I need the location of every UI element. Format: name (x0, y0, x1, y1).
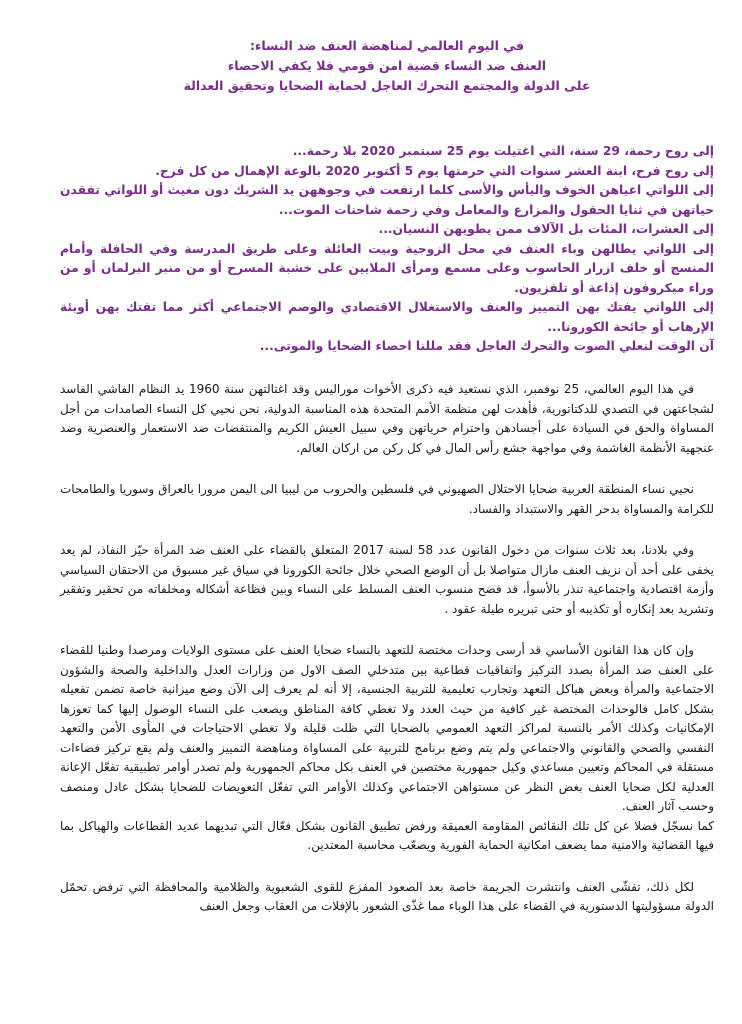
header-line-3: على الدولة والمجتمع التحرك العاجل لحماية الضحايا وتحقيق العدالة (183, 78, 591, 93)
body-section (60, 380, 714, 939)
body-paragraph: نحيي نساء المنطقة العربية ضحايا الاحتلال الصهيوني في فلسطين والحروب من ليبيا الى اليمن مرورا بالعراق وسوريا والطامحات للكرامة والمساواة بدحر القهر والاستبداد والفساد. (60, 482, 714, 516)
body-paragraph: وإن كان هذا القانون الأساسي قد أرسى وحدات مختصة للتعهد بالنساء ضحايا العنف على مستوى الولايات ومرصدا وطنيا للقضاء على العنف ضد المرأة بصدد التركيز واتفاقيات قطاعية بين متدخلي الصف الاول من وزارات العدل والداخلية والصحة والشؤون الاجتماعية والمرأة وبعض هياكل التعهد وتجارب تعليمية للتربية الجنسية، إلا أنه لم يعرف إلى الآن وضع ميزانية خاصة تضمن تفعيله بشكل كامل فالوحدات المختصة غير كافية من حيث العدد ولا تغطي كافة المناطق ويصعب على النساء الوصول إليها كما تعوزها الإمكانيات وكذلك الأمر بالنسبة لمراكز التعهد العمومي بالضحايا التي ظلت قليلة ولا تغطي الاحتياجات في المأوى الأمن والتعهد النفسي والصحي والقانوني والاجتماعي ولم يتم وضع برنامج للتربية على المساواة ومناهضة التمييز والعنف ولم يقع تركيز فضاءات مستقلة في المحاكم وتعيين مساعدي وكيل جمهورية مختصين في العنف بكل محاكم الجمهورية ولم تصدر أوامر تطبيقية تفعّل الإعانة العدلية لكل ضحايا العنف بغض النظر عن مستواهن الاجتماعي وكذلك الأوامر التي تفعّل التعويضات للضحايا بشكل عادل ومنصف وحسب آثار العنف. (60, 643, 714, 813)
body-paragraph: لكل ذلك، تفشّى العنف وانتشرت الجريمة خاصة بعد الصعود المفزع للقوى الشعبوية والظلامية والمحافظة التي ترفض تحمّل الدولة مسؤوليتها الدستورية في القضاء على هذا الوباء مما غذّى الشعور بالإفلات من العقاب وجعل العنف (60, 879, 714, 913)
header-line-1: في اليوم العالمي لمناهضة العنف ضد النساء: (249, 38, 525, 53)
dedication-paragraph: إلى اللواتي اعياهن الخوف واليأس والأسى كلما ارتفعت في وجوههن يد الشريك دون مغيث أو اللواتي تفقدن حياتهن في ثنايا الحقول والمزارع والمعامل وفي زحمة شاحنات الموت... (60, 183, 714, 217)
dedication-paragraph: آن الوقت لنعلي الصوت والتحرك العاجل فقد مللنا احصاء الضحايا والموتى... (259, 339, 714, 353)
dedication-paragraph: إلى روح فرح، ابنة العشر سنوات التي حرمتها يوم 5 أكتوبر 2020 بالوعة الإهمال من كل فرح. (155, 163, 714, 178)
dedication-section (60, 142, 714, 357)
document-page (60, 0, 714, 1024)
dedication-paragraph: إلى اللواتي يطالهن وباء العنف في محل الزوجية وبيت العائلة وعلى طريق المدرسة وفي الحافلة وأمام المنسج أو خلف ازرار الحاسوب وعلى مسمع ومرأى الملايين على خشبة المسرح أو من منبر البرلمان أو من وراء ميكروفون إذاعة أو تلفزيون. (60, 241, 714, 295)
body-paragraph: كما نسجّل فضلا عن كل تلك النقائص المقاومة العميقة ورفض تطبيق القانون بشكل فعّال التي تبديهما عديد القطاعات والهياكل بما فيها القضائية والامنية مما يضعف امكانية الحماية الفورية ويصعّب محاسبة المعتدين. (60, 818, 714, 852)
body-paragraph: وفي بلادنا، بعد ثلاث سنوات من دخول القانون عدد 58 لسنة 2017 المتعلق بالقضاء على العنف ضد المرأة حيّز النفاذ، لم يعد يخفى على أحد أن نزيف العنف مازال متواصلا بل أن الوضع الصحي خلال جائحة الكورونا في سياق غير مسبوق من الاحتقان السياسي وأزمة اقتصادية واجتماعية تنذر بالأسوأ، قد فضح منسوب العنف المسلط على النساء وبين فظاعة أشكاله ومخلفاته من تحقير وتفقير وتشريد بعد إنكاره أو تكذيبه أو حتى تبريره طيلة عقود . (60, 543, 714, 616)
body-paragraph: في هذا اليوم العالمي، 25 نوفمبر، الذي نستعيد فيه ذكرى الأخوات موراليس وقد اغتالتهن سنة 1960 يد النظام الفاشي الفاسد لشجاعتهن في التصدي للدكتاتورية، فأهدت لهن منظمة الأمم المتحدة هذه المناسبة الدولية، نحن نحيي كل النساء الصامدات من أجل المساواة والحق في السيادة على أجسادهن واحترام حرياتهن وفي سبيل العيش الكريم والمنتفضات ضد الاستعمار والعنصرية وضد عنجهية الأنظمة الغاشمة وفي مواجهة جشع رأس المال في كل ركن من اركان العالم. (60, 382, 714, 455)
dedication-paragraph: إلى العشرات، المئات بل الآلاف ممن يطويهن النسيان... (378, 222, 714, 236)
header-line-2: العنف ضد النساء قضية امن قومي فلا يكفي الاحصاء (227, 58, 547, 73)
dedication-paragraph: إلى اللواتي يفتك بهن التمييز والعنف والاستغلال الاقتصادي والوصم الاجتماعي أكثر مما تفتك بهن أوبئة الإرهاب أو جائحة الكورونا... (60, 300, 714, 334)
document-header (100, 36, 674, 96)
dedication-paragraph: إلى روح رحمة، 29 سنة، التي اغتيلت يوم 25 سبتمبر 2020 بلا رحمة... (292, 144, 714, 158)
